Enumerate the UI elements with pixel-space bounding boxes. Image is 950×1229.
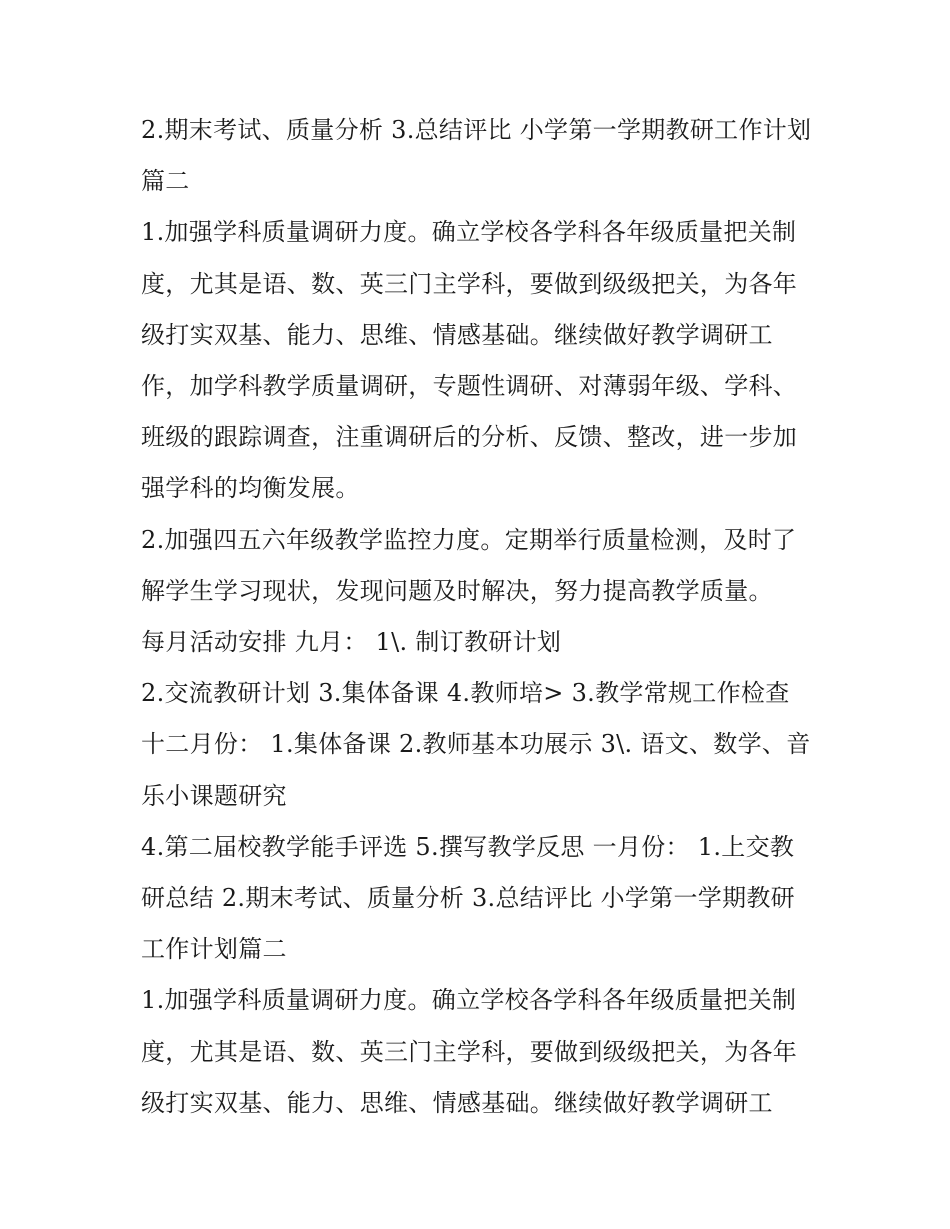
paragraph-january-items: 4.第二届校教学能手评选 5.撰写教学反思 一月份： 1.上交教研总结 2.期末考试、质量分析 3.总结评比 小学第一学期教研工作计划篇二: [141, 832, 795, 964]
paragraph-quality-research-repeat: 1.加强学科质量调研力度。确立学校各学科各年级质量把关制度，尤其是语、数、英三门主学科，要做到级级把关，为各年级打实双基、能力、思维、情感基础。继续做好教学调研工: [141, 986, 798, 1117]
paragraph-monthly-schedule: 每月活动安排 九月： 1\. 制订教研计划: [141, 628, 562, 657]
paragraph-plan-heading: 2.期末考试、质量分析 3.总结评比 小学第一学期教研工作计划篇二: [141, 116, 812, 196]
paragraph-schedule-items: 2.交流教研计划 3.集体备课 4.教师培> 3.教学常规工作检查 十二月份： 1.集体备课 2.教师基本功展示 3\. 语文、数学、音乐小课题研究: [141, 679, 811, 810]
paragraph-quality-research: 1.加强学科质量调研力度。确立学校各学科各年级质量把关制度，尤其是语、数、英三门主学科，要做到级级把关，为各年级打实双基、能力、思维、情感基础。继续做好教学调研工作，加学科教学质量调研，专题性调研、对薄弱年级、学科、班级的跟踪调查，注重调研后的分析、反馈、整改，进一步加强学科的均衡发展。: [141, 218, 798, 503]
document-body: [141, 105, 816, 1129]
paragraph-grade-monitoring: 2.加强四五六年级教学监控力度。定期举行质量检测，及时了解学生学习现状，发现问题及时解决，努力提高教学质量。: [141, 525, 797, 605]
